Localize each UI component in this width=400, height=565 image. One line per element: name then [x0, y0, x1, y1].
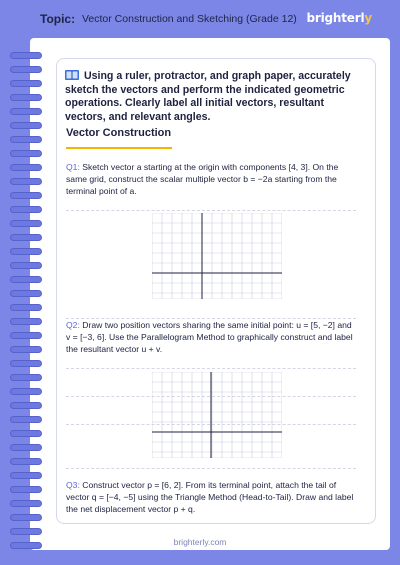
- binding-ring: [10, 430, 42, 437]
- binding-ring: [10, 150, 42, 157]
- binding-ring: [10, 500, 42, 507]
- binding-ring: [10, 248, 42, 255]
- instructions-text: Using a ruler, protractor, and graph paper, accurately sketch the vectors and perform the indicated geometric operations. Clearly label all initial vectors, resultant vectors, and relevant angles.: [65, 70, 351, 123]
- answer-line: [66, 468, 356, 469]
- binding-ring: [10, 374, 42, 381]
- binding-ring: [10, 528, 42, 535]
- binding-ring: [10, 178, 42, 185]
- coordinate-grid-2: [152, 372, 282, 458]
- question-2-label: Q2:: [66, 320, 80, 330]
- binding-ring: [10, 318, 42, 325]
- binding-ring: [10, 136, 42, 143]
- binding-ring: [10, 220, 42, 227]
- binding-ring: [10, 514, 42, 521]
- binding-ring: [10, 122, 42, 129]
- binding-ring: [10, 276, 42, 283]
- question-3-text: Construct vector p = [6, 2]. From its terminal point, attach the tail of vector q = [−4, −5] using the Triangle Method (Head-to-Tail). Draw and label the net displacement vector p + q.: [66, 480, 354, 514]
- binding-ring: [10, 80, 42, 87]
- section-title: Vector Construction: [66, 127, 172, 139]
- spiral-binding: [10, 52, 44, 552]
- answer-line: [66, 318, 356, 319]
- binding-ring: [10, 206, 42, 213]
- coordinate-grid-1: [152, 213, 282, 299]
- binding-ring: [10, 94, 42, 101]
- binding-ring: [10, 234, 42, 241]
- instructions: [65, 70, 365, 124]
- binding-ring: [10, 66, 42, 73]
- topic-label: Topic:: [40, 12, 76, 26]
- binding-ring: [10, 262, 42, 269]
- binding-ring: [10, 192, 42, 199]
- binding-ring: [10, 458, 42, 465]
- binding-ring: [10, 444, 42, 451]
- binding-ring: [10, 360, 42, 367]
- binding-ring: [10, 164, 42, 171]
- binding-ring: [10, 388, 42, 395]
- question-3: [66, 480, 356, 515]
- binding-ring: [10, 290, 42, 297]
- binding-ring: [10, 416, 42, 423]
- binding-ring: [10, 332, 42, 339]
- topic-title: Vector Construction and Sketching (Grade 12): [82, 13, 297, 25]
- binding-ring: [10, 486, 42, 493]
- question-3-label: Q3:: [66, 480, 80, 490]
- question-2-text: Draw two position vectors sharing the same initial point: u = [5, −2] and v = [−3, 6]. Use the Parallelogram Method to graphically construct and label the resultant vector u + v.: [66, 320, 353, 354]
- section-underline: [66, 147, 172, 149]
- question-1: [66, 162, 356, 197]
- binding-ring: [10, 108, 42, 115]
- answer-line: [66, 210, 356, 211]
- binding-ring: [10, 346, 42, 353]
- brighterly-logo: brighterly: [306, 11, 372, 25]
- open-book-icon: [65, 70, 79, 80]
- binding-ring: [10, 472, 42, 479]
- binding-ring: [10, 402, 42, 409]
- question-1-label: Q1:: [66, 162, 80, 172]
- question-1-text: Sketch vector a starting at the origin with components [4, 3]. On the same grid, construct the scalar multiple vector b = −2a starting from the terminal point of a.: [66, 162, 339, 196]
- footer-url: brighterly.com: [173, 537, 227, 547]
- question-2: [66, 320, 356, 355]
- header: [0, 0, 400, 38]
- binding-ring: [10, 52, 42, 59]
- binding-ring: [10, 304, 42, 311]
- answer-line: [66, 368, 356, 369]
